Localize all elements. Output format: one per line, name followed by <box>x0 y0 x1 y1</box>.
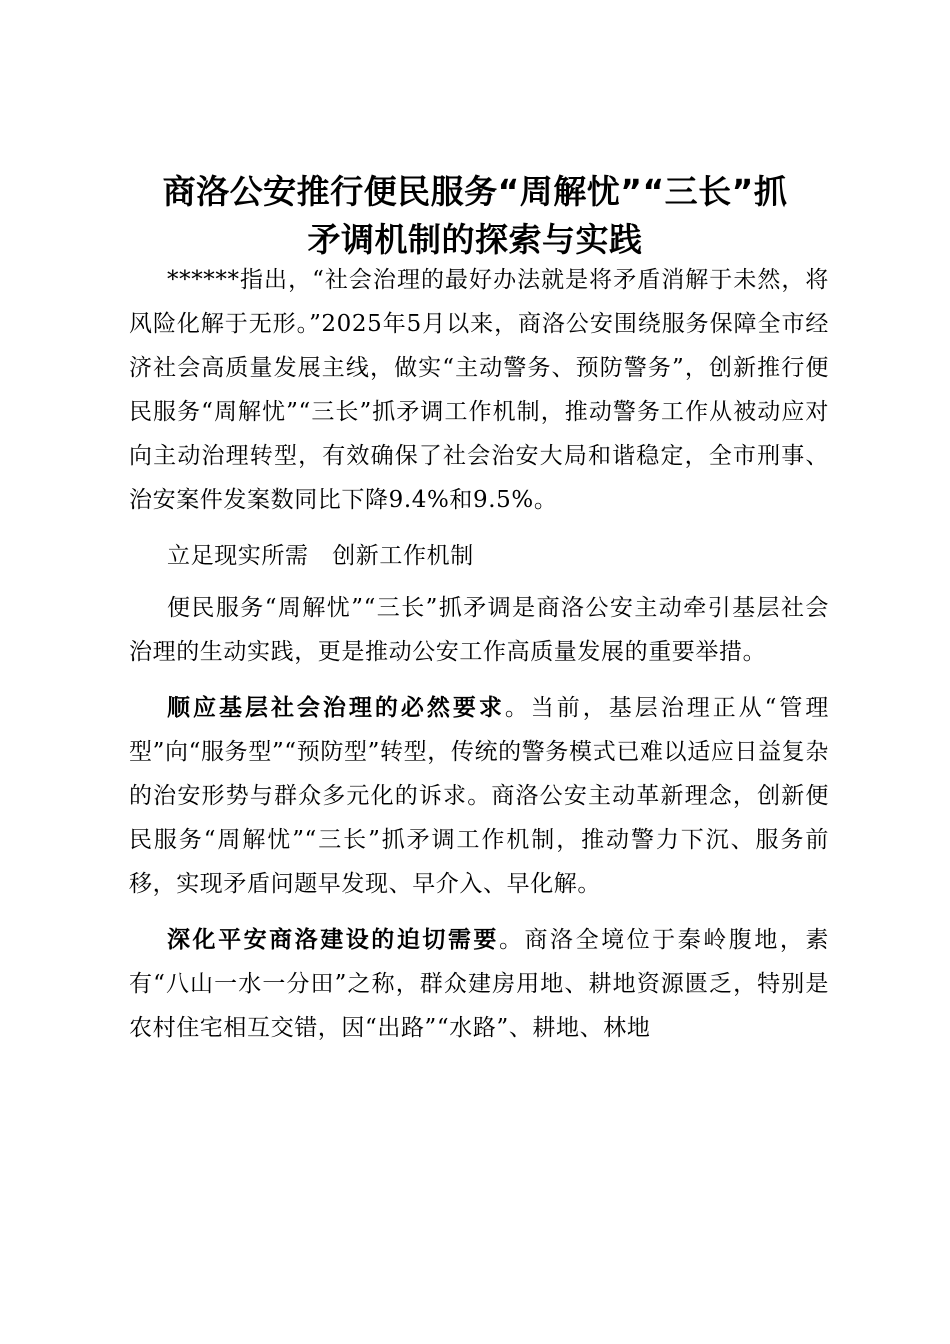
paragraph-requirement: 顺应基层社会治理的必然要求。当前，基层治理正从“管理型”向“服务型”“预防型”转型，传统的警务模式已难以适应日益复杂的治安形势与群众多元化的诉求。商洛公安主动革新理念，创新便民服务“周解忧”“三长”抓矛调工作机制，推动警力下沉、服务前移，实现矛盾问题早发现、早介入、早化解。 <box>129 695 829 897</box>
section-heading: 立足现实所需 创新工作机制 <box>167 543 474 569</box>
paragraph-intro: ******指出，“社会治理的最好办法就是将矛盾消解于未然，将风险化解于无形。”2025年5月以来，商洛公安围绕服务保障全市经济社会高质量发展主线，做实“主动警务、预防警务”，创新推行便民服务“周解忧”“三长”抓矛调工作机制，推动警务工作从被动应对向主动治理转型，有效确保了社会治安大局和谐稳定，全市刑事、治安案件发案数同比下降9.4%和9.5%。 <box>129 267 829 513</box>
bold-lead-requirement: 顺应基层社会治理的必然要求 <box>167 695 505 721</box>
title-line-2: 矛调机制的探索与实践 <box>307 220 643 259</box>
document-title <box>100 168 850 264</box>
document-body <box>129 258 829 1062</box>
paragraph-need: 深化平安商洛建设的迫切需要。商洛全境位于秦岭腹地，素有“八山一水一分田”之称，群众建房用地、耕地资源匮乏，特别是农村住宅相互交错，因“出路”“水路”、耕地、林地 <box>129 927 829 1041</box>
title-line-1: 商洛公安推行便民服务“周解忧”“三长”抓 <box>162 172 788 211</box>
paragraph-practice: 便民服务“周解忧”“三长”抓矛调是商洛公安主动牵引基层社会治理的生动实践，更是推动公安工作高质量发展的重要举措。 <box>129 595 829 665</box>
bold-lead-need: 深化平安商洛建设的迫切需要 <box>167 927 499 953</box>
